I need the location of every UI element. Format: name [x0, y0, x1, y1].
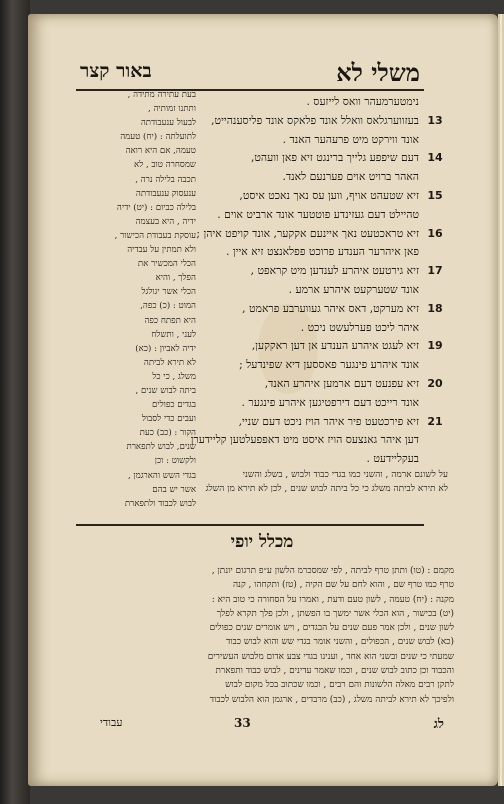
commentary-line: שמעתי כי שנים ובשני הוא אחד , וענינו בגדי צבע אדום מלבוש העשירים	[207, 651, 454, 662]
verse-number: 13	[427, 113, 443, 127]
commentary-line: מקנה : (יח) טעמה , לשון טעם ודעת , ואמרו על הסחורה כי טוב היא :	[211, 594, 454, 605]
book-spine	[0, 0, 30, 804]
side-commentary-line: תכבה בלילה נרה ,	[135, 174, 196, 185]
page-header	[80, 58, 420, 88]
footnote-line: על לשונם ארמה , והשני כמו בגדי כבוד ולבוש , בשלג והשני	[242, 470, 448, 480]
verse-text: זיא גירטעט איהרע לענדען מיט קראפט ,	[250, 264, 419, 278]
verse-number: 15	[427, 188, 443, 202]
verse-line	[195, 149, 447, 168]
verse-text: איהר ליכט פערלעשט ניכט .	[300, 320, 419, 334]
commentary-line: והכבוד וכן כתוב לבוש שנים , וכמו שאמר עדינים , לבוש כבוד ותפארת	[215, 666, 454, 677]
verse-number: 14	[427, 151, 443, 165]
side-commentary-line: ביתה לבוש שנים ,	[135, 385, 196, 396]
verse-text: אונד שטערקעט איהרע ארמע .	[288, 282, 419, 296]
side-commentary-line: המוט : (כ) כפה,	[140, 301, 196, 312]
side-commentary-line: לתועלתה : (יח) טעמה	[120, 132, 196, 143]
commentary-line: ולפיכך לא תירא לביתה משלג , (כב) מרבדים , ארגמן הוא הלבוש לכבוד	[209, 694, 454, 705]
side-commentary-line: לא תירא לביתה	[143, 357, 196, 368]
side-commentary-line: הקור : (כב) כעת	[139, 428, 196, 439]
verse-text: אונד איהרע פינגער פאססען דיא שפינדעל ;	[239, 358, 419, 372]
verse-line	[195, 300, 447, 319]
verse-text: זיא שטעהט אויף, ווען עס נאך נאכט איסט,	[239, 188, 419, 202]
verse-line	[195, 206, 447, 225]
verse-line	[195, 375, 447, 394]
verse-text: נימטערמעהר וואס לייזעס .	[306, 95, 419, 108]
verse-line	[195, 262, 447, 281]
commentary-line: טרף כמו טרף שם , והוא לחם על שם הקיה , (טז) ותקחהו , קנה	[232, 580, 454, 591]
verse-line	[195, 93, 447, 112]
verse-text: דעם שיפפע גלייך ברינגט זיא פאן וועהט,	[250, 151, 419, 165]
verse-line	[195, 337, 447, 356]
running-head-title: משלי לא	[336, 58, 420, 87]
footnote-block	[76, 469, 448, 496]
catchword: עבודי	[100, 716, 123, 729]
page-edges	[498, 14, 504, 786]
verse-line	[195, 356, 447, 375]
side-commentary-line: ותתנו זמותיה ,	[148, 104, 196, 115]
page-footer	[100, 716, 444, 736]
side-commentary-line: לבוש לכבוד ולתפארת	[124, 498, 196, 509]
verse-text: טהיילט דעם געזינדע פוטטער אונד ארביט אוים .	[217, 207, 419, 221]
page-number: 33	[234, 716, 251, 730]
verse-number: 21	[427, 414, 443, 428]
verse-text: זיא טראכטעט נאך איינעם אקקער, אונד קויפט איהן ;	[196, 226, 419, 240]
verse-text: אונד רייכט דעם דירפטיגען איהרע פינגער .	[241, 395, 419, 409]
side-commentary-line: לבעול ענעבודתה	[140, 118, 196, 129]
footnote-line: לא תירא לביתה משלג כי כל ביתה לבוש שנים , לכן לא תירא מן השלג	[205, 483, 448, 494]
verse-number: 16	[427, 226, 443, 240]
running-head-commentary: באור קצר	[80, 60, 152, 82]
verse-line	[195, 319, 447, 338]
side-commentary-line: בלילה כביום : (יט) ידיה	[116, 202, 196, 213]
side-commentary-line: ידיה לאביון : (כא)	[135, 343, 196, 354]
verse-line	[195, 281, 447, 300]
commentary-block	[72, 564, 454, 707]
verse-text: בעזווערגלאס וואלל אונד פלאקס אונד פליסענהייט,	[211, 113, 419, 127]
side-commentary-line: טעמה, אם היא רואה	[125, 146, 196, 157]
side-commentary-line: הפלך , והיא	[155, 273, 196, 284]
side-commentary-line: בגדי השש והארגמן ,	[127, 470, 196, 481]
commentary-line: (יט) בכישור , הוא הכלי אשר ימשך בו הפשתן , ולכן פלך תקרא לפלך	[216, 608, 454, 619]
verse-line	[195, 394, 447, 413]
verse-line	[195, 131, 447, 150]
commentary-line: מקמם : (טו) ותתן טרף לביתה , לפי שמסכרמ הלשון ע״פ תרגום יונתן ,	[211, 566, 454, 576]
side-commentary-line: שמסחרה טוב , לא	[134, 160, 196, 171]
side-commentary-line: עוסקת בעבודת הכישור ,	[114, 230, 196, 241]
side-commentary-line: הכלי אשר יגולגל	[141, 287, 196, 298]
side-commentary-line: בגדים כפולים	[152, 400, 196, 411]
verse-text: אונד ווירקט מיט פרעהער האנד .	[282, 132, 419, 146]
side-commentary-line: ולא תמתין על עבדיה	[127, 245, 196, 256]
side-commentary-line: אשר יש בהם	[152, 484, 196, 495]
commentary-line: לשון שנים , ולכן אמר פעם שנים על הבגדים , ויש אומרים שנים כפולים	[209, 623, 454, 634]
verse-line	[190, 431, 447, 450]
verse-text: האהר ברויט אוים פערנעם לאנד.	[282, 170, 419, 184]
verse-text: פאן איהרער הענדע פרוכט פפלאנצט זיא איין .	[226, 245, 419, 259]
verse-number: 20	[427, 376, 443, 390]
side-commentary-line: לעני , ותשלח	[151, 329, 196, 340]
verse-number: 18	[427, 301, 443, 315]
verse-line	[195, 187, 447, 206]
main-text-column	[190, 93, 447, 469]
verse-text: זיא פירכטעט פיר איהר הויז ניכט דעם שניי,	[238, 414, 419, 428]
verse-line	[195, 450, 447, 469]
verse-text: זיא עפנעט דעם ארמען איהרע האנד,	[264, 376, 419, 390]
side-commentary-line: ענעסוק ענעבודתה	[135, 188, 196, 199]
verse-line	[195, 243, 447, 262]
side-commentary-line: ידיה , היא בעצמה	[135, 216, 196, 227]
verse-number: 19	[427, 339, 443, 353]
side-commentary-line: הכלי המכשיר את	[137, 259, 196, 270]
verse-line	[195, 413, 447, 432]
side-commentary-column	[78, 88, 196, 511]
section-title: מכלל יופי	[230, 532, 294, 552]
commentary-line: לתקן רבים מאלה הלשונות והם רבים , וכמו שכתוב בכל מקום לבוש	[225, 680, 454, 691]
side-commentary-line: משלג , כי כל	[152, 371, 196, 382]
verse-text: זיא מערקט, דאס איהר געווערבע פראמט ,	[242, 301, 419, 315]
side-commentary-line: ולקשוט : וכן	[154, 456, 196, 467]
verse-text: זיא לעגט איהרע הענדע אן דען ראקקען,	[251, 339, 419, 353]
signature-mark: לג	[433, 717, 444, 732]
commentary-line: (כא) לבוש שנים , הכפולים , והשני אומר בגדי שש והוא לבוש כבוד	[225, 637, 454, 648]
verse-line	[195, 225, 447, 244]
verse-text: דען איהר גאנצעס הויז איסט מיט דאפפעלטען קליידערן	[190, 433, 419, 447]
section-rule	[76, 524, 424, 526]
verse-line	[195, 112, 447, 131]
side-commentary-line: היא תפתח כפה	[144, 315, 196, 326]
verse-text: בעקליידעט .	[366, 452, 419, 466]
side-commentary-line: בעת עתירה מתידה ,	[127, 90, 196, 100]
side-commentary-line: ועבים כדי לסבול	[141, 414, 196, 425]
verse-line	[195, 168, 447, 187]
verse-number: 17	[427, 264, 443, 278]
side-commentary-line: שנים, לבוש לתפארת	[126, 442, 196, 453]
